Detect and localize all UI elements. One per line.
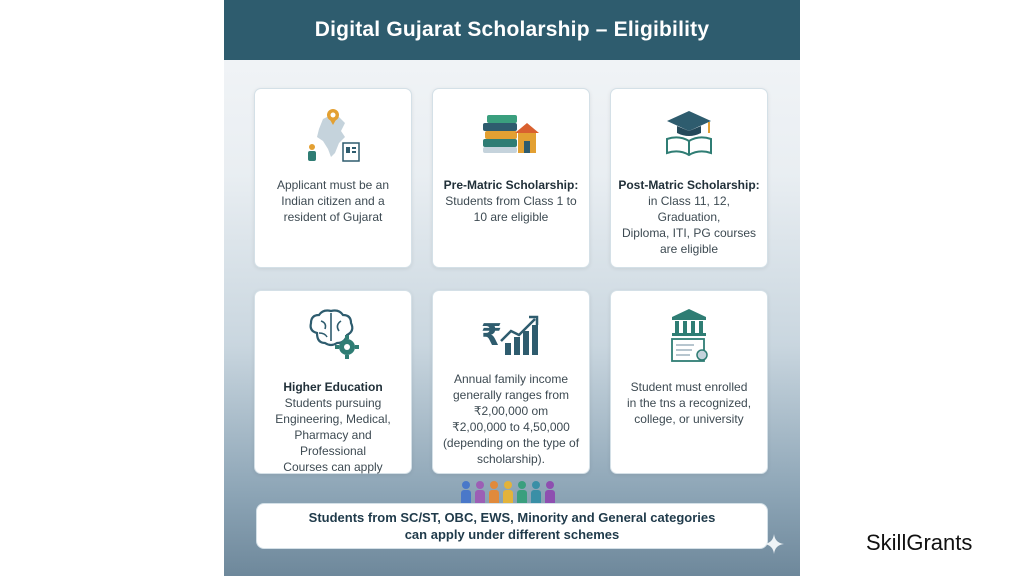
card-line: Diploma, ITI, PG courses (621, 226, 757, 240)
card-heading: Post-Matric Scholarship: (618, 178, 760, 192)
eligibility-card-pre-matric (432, 88, 590, 268)
infographic-poster (224, 0, 800, 576)
rupee-growth-chart-icon (433, 313, 589, 357)
card-line: generally ranges from (452, 388, 570, 402)
eligibility-card-enrollment (610, 290, 768, 474)
eligibility-card-citizenship (254, 88, 412, 268)
institution-certificate-icon (611, 305, 767, 365)
categories-note-line: can apply under different schemes (404, 527, 620, 542)
categories-note (256, 503, 768, 549)
eligibility-card-higher-education (254, 290, 412, 474)
card-line: 10 are eligible (473, 210, 549, 224)
card-line: Annual family income (453, 372, 569, 386)
eligibility-card-family-income (432, 290, 590, 474)
categories-note-line: Students from SC/ST, OBC, EWS, Minority and General categories (308, 510, 716, 525)
card-line: Student must enrolled (630, 380, 748, 394)
india-map-location-icon (255, 107, 411, 165)
card-line: in the tns a recognized, (626, 396, 752, 410)
svg-text:₹: ₹ (481, 318, 502, 353)
graduation-cap-book-icon (611, 107, 767, 157)
card-line: (depending on the type of (442, 436, 580, 450)
card-line: Courses can apply (283, 460, 383, 474)
card-line: in Class 11, 12, Graduation, (648, 194, 730, 224)
card-line: Engineering, Medical, (275, 412, 391, 426)
card-line: Students from Class 1 to (445, 194, 577, 208)
books-school-icon (433, 107, 589, 157)
card-line: Pharmacy and Professional (294, 428, 372, 458)
card-line: Applicant must be an (276, 178, 390, 192)
card-line: ₹2,00,000 to 4,50,000 (452, 420, 570, 434)
card-line: Students pursuing (284, 396, 382, 410)
card-heading: Higher Education (283, 380, 383, 394)
card-line: scholarship). (476, 452, 546, 466)
card-line: are eligible (659, 242, 719, 256)
card-line: ₹2,00,000 om (473, 404, 549, 418)
brand-logo-text: SkillGrants (866, 530, 973, 555)
title-bar (224, 0, 800, 60)
card-line: resident of Gujarat (283, 210, 383, 224)
page-title: Digital Gujarat Scholarship – Eligibility (314, 18, 710, 41)
brain-gear-icon (255, 307, 411, 363)
card-line: Indian citizen and a (281, 194, 385, 208)
eligibility-card-post-matric (610, 88, 768, 268)
card-heading: Pre-Matric Scholarship: (443, 178, 579, 192)
card-line: college, or university (634, 412, 744, 426)
sparkle-icon (764, 534, 784, 559)
